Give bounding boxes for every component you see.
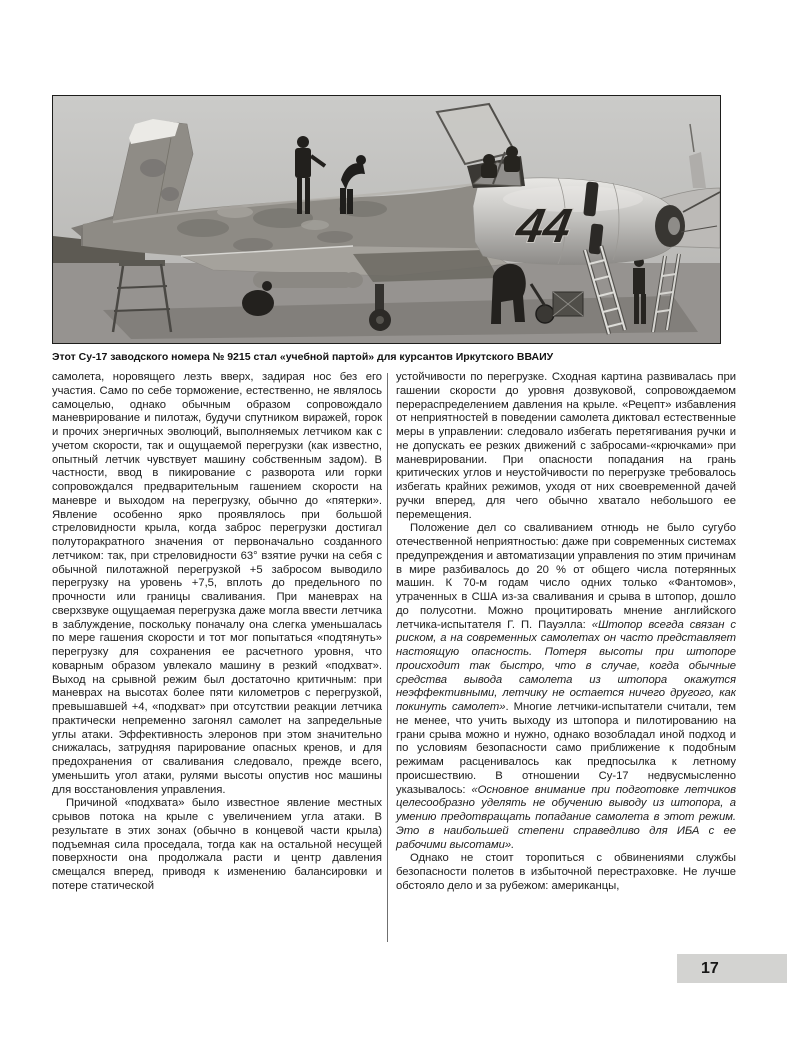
body-text-run: устойчивости по перегрузке. Сходная картина развивалась при гашении скорости до уровня дозвуковой, сопровождаемом перераспределением давления на крыле. «Рецепт» избавления от неприятностей в поведении самолета диктовал естественные меры в управлении: следовало избегать перетягивания ручки и не допускать ее резких движений с забросами-«крючками» при маневрировании. При опасности попадания на грань критических углов и неустойчивости по перегрузке требовалось избегать крайних режимов, уходя от них своевременной дачей ручки вперед, для чего обычно хватало небольшого ее перемещения. [396, 371, 736, 521]
su17-photo [52, 95, 721, 344]
column-gap [382, 371, 396, 948]
quote-text: «Основное внимание при подготовке летчиков целесообразно уделять не обучению выводу из штопора, а умению предотвращать попадание самолета в этот режим. Это в наибольшей степени справедливо для ИБА с ее рабочими высотами». [396, 783, 736, 851]
body-text-run: Положение дел со сваливанием отнюдь не было сугубо отечественной неприятностью: даже при современных системах предупреждения и автоматизации управления по этим причинам в мире разбивалось до 20 % от общего числа потерянных машин. К 70-м годам число одних только «Фантомов», утраченных в США из-за сваливания и срыва в штопор, дошло до полусотни. Можно процитировать мнение английского летчика-испытателя Г. П. Пауэлла: [396, 522, 736, 631]
paragraph [396, 522, 736, 852]
paragraph [396, 371, 736, 522]
body-text-run: Причиной «подхвата» было известное явление местных срывов потока на крыле с увеличением угла атаки. В результате в этих зонах (обычно в концевой части крыла) подъемная сила проседала, тогда как на остальной несущей поверхности она продолжала расти и центр давления смещался вперед, приводя к изменению балансировки и потере статической [52, 797, 382, 892]
text-column-right [396, 371, 736, 948]
page-number-box [677, 954, 787, 983]
su17-photo-illustration [53, 96, 720, 343]
photo-caption: Этот Су-17 заводского номера № 9215 стал «учебной партой» для курсантов Иркутского ВВАИУ [52, 351, 554, 363]
body-text [52, 371, 736, 948]
board-number: 44 [512, 199, 576, 253]
text-column-left [52, 371, 382, 948]
body-text-run: . Многие летчики-испытатели считали, тем не менее, что учить выходу из штопора и пилотированию на грани срыва можно и нужно, однако возобладал иной подход и по условиям безопасности само приближение к подобным режимам расценивалось как предпосылка к летному происшествию. В отношении Су-17 недвусмысленно указывалось: [396, 701, 736, 796]
body-text-run: Однако не стоит торопиться с обвинениями службы безопасности полетов в избыточной перестраховке. Не лучше обстояло дело и за рубежом: американцы, [396, 852, 736, 892]
paragraph [396, 852, 736, 893]
page-number: 17 [701, 960, 719, 977]
paragraph [52, 371, 382, 797]
quote-text: «Штопор всегда связан с риском, а на современных самолетах он часто представляет настоящую опасность. Потеря высоты при штопоре происходит так быстро, что в случае, когда обычные средства вывода самолета из штопора окажутся неэффективными, летчику не остается ничего другого, как покинуть самолет» [396, 618, 736, 713]
paragraph [52, 797, 382, 893]
column-divider [387, 373, 388, 942]
body-text-run: самолета, норовящего лезть вверх, задирая нос без его участия. Само по себе торможение, естественно, не являлось самоцелью, однако обычным образом сопровождало маневрирование и пилотаж, будучи спутником виражей, горок и прочих энергичных эволюций, выполняемых летчиком как с учетом скорости, так и ощущаемой перегрузки (как известно, опытный летчик чувствует машину собственным задом). В частности, ввод в пикирование с разворота или горки сопровождался предварительным гашением скорости на маневре и выходом на перегрузку, обычно до «пятерки». Явление особенно ярко проявлялось при большой стреловидности крыла, когда заброс перегрузки достигал полуторакратного значения от первоначально созданного летчиком: так, при стреловидности 63° взятие ручки на себя с обычной пилотажной перегрузкой +5 забросом выводило перегрузку на уровень +7,5, вплоть до предельного по прочности или границы сваливания. При маневрах на сверхзвуке ощущаемая перегрузка даже могла ввести летчика в заблуждение, поскольку поначалу она слегка уменьшалась по мере гашения скорости и тот мог попытаться «подтянуть» перегрузку для сохранения ее расчетного уровня, что коварным образом увлекало машину в резкий «подхват». Выход на срывной режим был достаточно критичным: при маневрах на высотах более пяти километров с перегрузкой, превышавшей +4, «подхват» при отсутствии реакции летчика практически непременно загонял самолет на запредельные углы атаки. Эффективность элеронов при этом значительно снижалась, затрудняя парирование опасных кренов, и для предохранения от сваливания следовало, прежде всего, уменьшить угол атаки, рулями высоты опустив нос машины для восстановления управления. [52, 371, 382, 796]
